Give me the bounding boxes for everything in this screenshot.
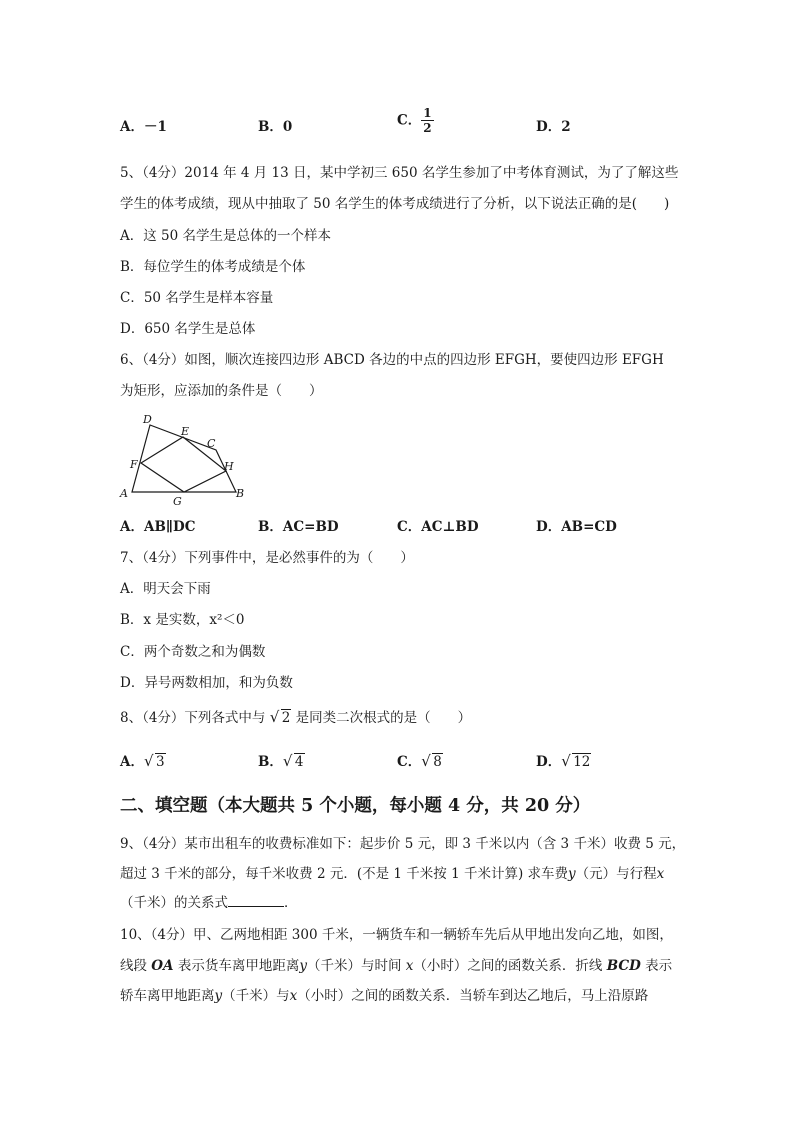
- q4-option-c-fraction: [421, 106, 433, 135]
- q8-option-c-sqrt: [421, 752, 443, 772]
- q10-line2-a: 线段: [120, 958, 147, 974]
- q10-line3-c: （小时）之间的函数关系．当轿车到达乙地后，马上沿原路: [297, 988, 649, 1004]
- q8-option-a-sqrt: [144, 752, 166, 772]
- q9-stem-line2: [120, 864, 664, 884]
- variable-y: y: [299, 958, 307, 974]
- q6-option-a: A．AB∥DC: [120, 519, 196, 535]
- radicand: 2: [281, 710, 291, 726]
- label-d: D: [143, 413, 152, 426]
- q9-line3-text: （千米）的关系式: [120, 895, 228, 911]
- variable-y: y: [214, 988, 223, 1004]
- variable-x: x: [656, 866, 665, 882]
- label-h: H: [224, 460, 234, 473]
- q7-stem: 7、（4分）下列事件中，是必然事件的为（ ）: [120, 550, 414, 566]
- q10-stem-line1: 10、（4分）甲、乙两地相距 300 千米，一辆货车和一辆轿车先后从甲地出发向乙地，如图，: [120, 927, 673, 943]
- q6-option-b: B．AC=BD: [258, 519, 339, 535]
- radicand: 12: [573, 754, 591, 770]
- q5-option-c: C．50 名学生是样本容量: [120, 290, 274, 306]
- q5-stem-line2: 学生的体考成绩，现从中抽取了 50 名学生的体考成绩进行了分析，以下说法正确的是( ): [120, 196, 670, 212]
- variable-x: x: [289, 988, 298, 1004]
- q10-line2-d: （小时）之间的函数关系．折线: [413, 958, 603, 974]
- q8-option-d-sqrt: [561, 752, 591, 772]
- q5-stem-line1: 5、（4分）2014 年 4 月 13 日，某中学初三 650 名学生参加了中考体育测试，为了了解这些: [120, 165, 679, 181]
- section-heading: 二、填空题（本大题共 5 个小题，每小题 4 分，共 20 分）: [120, 796, 591, 816]
- label-c: C: [207, 437, 216, 450]
- label-f: F: [130, 458, 138, 471]
- polyline-bcd: BCD: [606, 958, 641, 974]
- q4-option-c-prefix: C．: [397, 112, 422, 129]
- radicand: 8: [433, 754, 442, 770]
- q9-stem-line1: 9、（4分）某市出租车的收费标准如下：起步价 5 元，即 3 千米以内（含 3 千米）收费 5 元，: [120, 836, 686, 852]
- q6-option-c: C．AC⊥BD: [397, 519, 479, 535]
- q7-option-d: D．异号两数相加，和为负数: [120, 675, 293, 691]
- q7-option-a: A．明天会下雨: [120, 581, 211, 597]
- q8-stem-sqrt: [270, 708, 292, 728]
- q6-stem-line2: 为矩形，应添加的条件是（ ）: [120, 383, 323, 399]
- q9-line3-end: ．: [284, 895, 298, 911]
- radical-sign: √: [561, 752, 571, 770]
- q9-line2-mid: （元）与行程: [575, 866, 657, 882]
- radical-sign: √: [143, 752, 154, 770]
- variable-x: x: [405, 958, 414, 974]
- q4-option-b: B．0: [258, 119, 293, 135]
- q4-option-d: D．2: [536, 119, 571, 135]
- radical-sign: √: [282, 752, 293, 770]
- q10-stem-line2: [120, 956, 672, 976]
- q5-option-d: D．650 名学生是总体: [120, 321, 256, 337]
- fraction-numerator: 1: [423, 106, 432, 120]
- q6-option-d: D．AB=CD: [536, 519, 617, 535]
- q8-option-a: [120, 752, 166, 772]
- label-b: B: [236, 487, 245, 500]
- q8-option-b-label: B．: [258, 754, 283, 770]
- q9-stem-line3: [120, 893, 298, 913]
- radicand: 3: [155, 754, 165, 770]
- q8-option-d: [536, 752, 591, 772]
- segment-oa: OA: [151, 958, 174, 974]
- q10-line3-a: 轿车离甲地距离: [120, 988, 215, 1004]
- q7-option-b: B．x 是实数，x²＜0: [120, 612, 245, 628]
- q8-option-a-label: A．: [120, 754, 144, 770]
- radicand: 4: [294, 754, 304, 770]
- q6-stem-line1: 6、（4分）如图，顺次连接四边形 ABCD 各边的中点的四边形 EFGH，要使四边形 EFGH: [120, 352, 664, 368]
- q8-option-b-sqrt: [283, 752, 305, 772]
- q10-line2-c: （千米）与时间: [306, 958, 402, 974]
- answer-blank[interactable]: [228, 894, 284, 907]
- radical-sign: √: [421, 752, 431, 770]
- q9-line2-before: 超过 3 千米的部分，每千米收费 2 元．(不是 1 千米按 1 千米计算) 求车费: [120, 866, 569, 882]
- q8-option-d-label: D．: [536, 754, 562, 770]
- q5-option-b: B．每位学生的体考成绩是个体: [120, 259, 306, 275]
- q8-stem-after: 是同类二次根式的是（ ）: [295, 710, 472, 726]
- q10-line3-b: （千米）与: [222, 988, 290, 1004]
- q7-option-c: C．两个奇数之和为偶数: [120, 644, 266, 660]
- q4-option-a: A．－1: [120, 119, 167, 135]
- q8-option-b: [258, 752, 305, 772]
- radical-sign: √: [269, 708, 280, 726]
- q10-line2-e: 表示: [645, 958, 673, 974]
- q10-stem-line3: [120, 986, 648, 1006]
- label-e: E: [181, 425, 190, 438]
- q10-line2-b: 表示货车离甲地距离: [177, 958, 300, 974]
- q8-option-c: [397, 752, 443, 772]
- label-g: G: [173, 495, 182, 508]
- variable-y: y: [568, 866, 576, 882]
- quadrilateral-figure: [112, 410, 257, 510]
- label-a: A: [120, 487, 128, 500]
- q8-stem: [120, 708, 471, 728]
- q5-option-a: A．这 50 名学生是总体的一个样本: [120, 228, 332, 244]
- fraction-denominator: 2: [423, 121, 432, 135]
- q4-option-c: [397, 106, 434, 135]
- q8-option-c-label: C．: [397, 754, 422, 770]
- q8-stem-before: 8、（4分）下列各式中与: [120, 710, 266, 726]
